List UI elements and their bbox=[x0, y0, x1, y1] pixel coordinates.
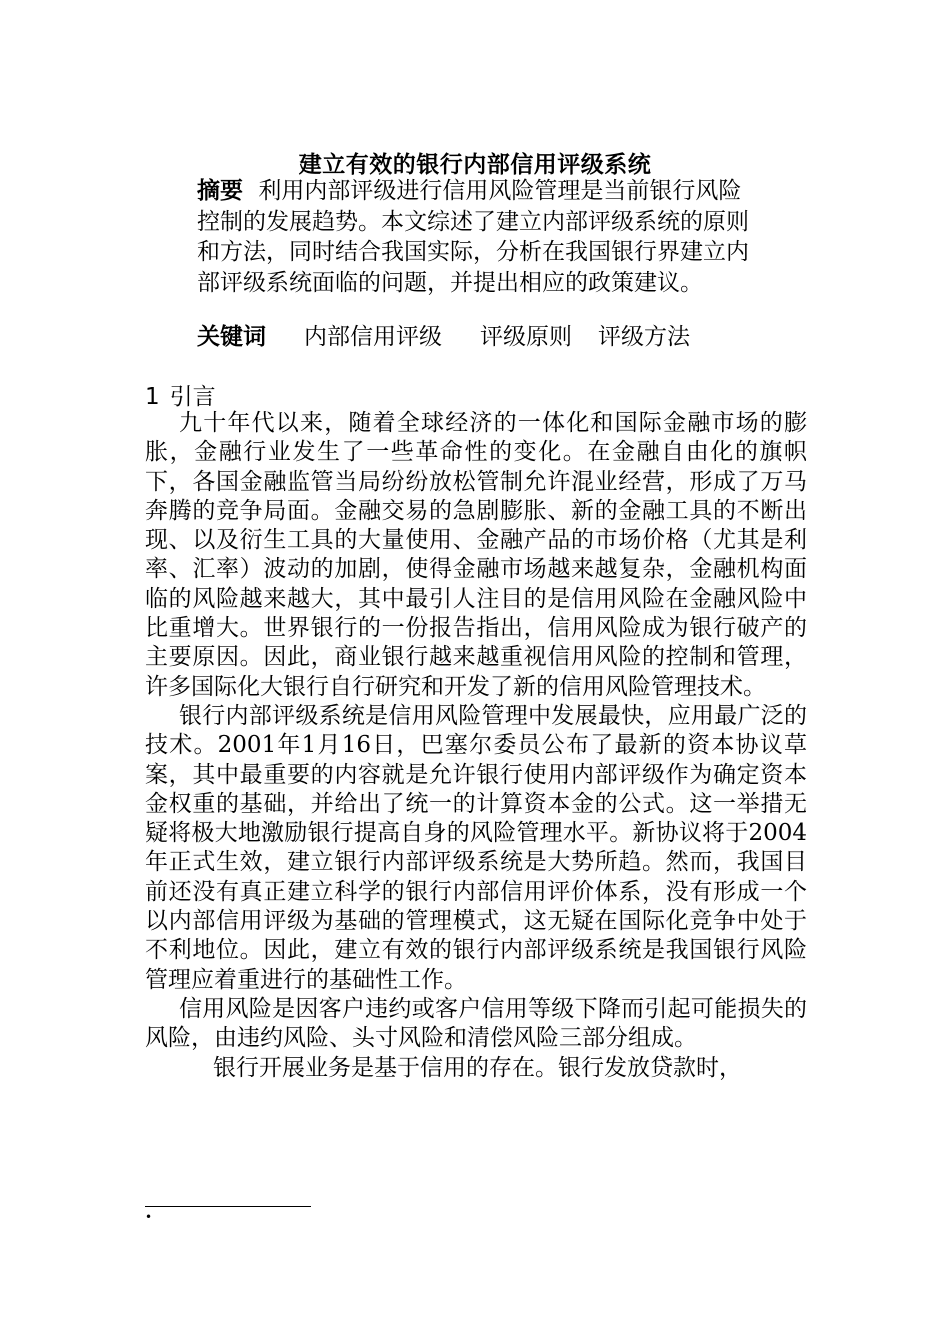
abstract-label: 摘要 bbox=[197, 178, 243, 204]
paragraph: 九十年代以来，随着全球经济的一体化和国际金融市场的膨胀，金融行业发生了一些革命性的变化。在金融自由化的旗帜下，各国金融监管当局纷纷放松管制允许混业经营，形成了万马奔腾的竞争局面。金融交易的急剧膨胀、新的金融工具的不断出现、以及衍生工具的大量使用、金融产品的市场价格（尤其是利率、汇率）波动的加剧，使得金融市场越来越复杂，金融机构面临的风险越来越大，其中最引人注目的是信用风险在金融风险中比重增大。世界银行的一份报告指出，信用风险成为银行破产的主要原因。因此，商业银行越来越重视信用风险的控制和管理，许多国际化大银行自行研究和开发了新的信用风险管理技术。 bbox=[145, 410, 807, 700]
keywords bbox=[197, 321, 690, 353]
paragraph: 银行开展业务是基于信用的存在。银行发放贷款时， bbox=[213, 1054, 742, 1081]
body-text bbox=[145, 409, 807, 1083]
keywords-label: 关键词 bbox=[197, 324, 266, 350]
footnote-separator bbox=[145, 1206, 311, 1207]
abstract bbox=[197, 176, 759, 298]
keyword-item: 评级方法 bbox=[598, 324, 690, 350]
abstract-text: 利用内部评级进行信用风险管理是当前银行风险控制的发展趋势。本文综述了建立内部评级系统的原则和方法，同时结合我国实际，分析在我国银行界建立内部评级系统面临的问题，并提出相应的政策建议。 bbox=[197, 178, 749, 296]
paragraph: 信用风险是因客户违约或客户信用等级下降而引起可能损失的风险，由违约风险、头寸风险和清偿风险三部分组成。 bbox=[145, 995, 807, 1052]
section-title: 引言 bbox=[169, 384, 216, 410]
paragraph: 银行内部评级系统是信用风险管理中发展最快，应用最广泛的技术。2001年1月16日，巴塞尔委员公布了最新的资本协议草案，其中最重要的内容就是允许银行使用内部评级作为确定资本金权重的基础，并给出了统一的计算资本金的公式。这一举措无疑将极大地激励银行提高自身的风险管理水平。新协议将于2004年正式生效，建立银行内部评级系统是大势所趋。然而，我国目前还没有真正建立科学的银行内部信用评价体系，没有形成一个以内部信用评级为基础的管理模式，这无疑在国际化竞争中处于不利地位。因此，建立有效的银行内部评级系统是我国银行风险管理应着重进行的基础性工作。 bbox=[145, 702, 807, 993]
footnote-mark: • bbox=[145, 1210, 153, 1224]
section-heading bbox=[145, 382, 216, 412]
keyword-item: 评级原则 bbox=[480, 324, 572, 350]
document-title: 建立有效的银行内部信用评级系统 bbox=[298, 152, 652, 178]
section-number: 1 bbox=[145, 384, 160, 410]
keyword-item: 内部信用评级 bbox=[304, 324, 442, 350]
